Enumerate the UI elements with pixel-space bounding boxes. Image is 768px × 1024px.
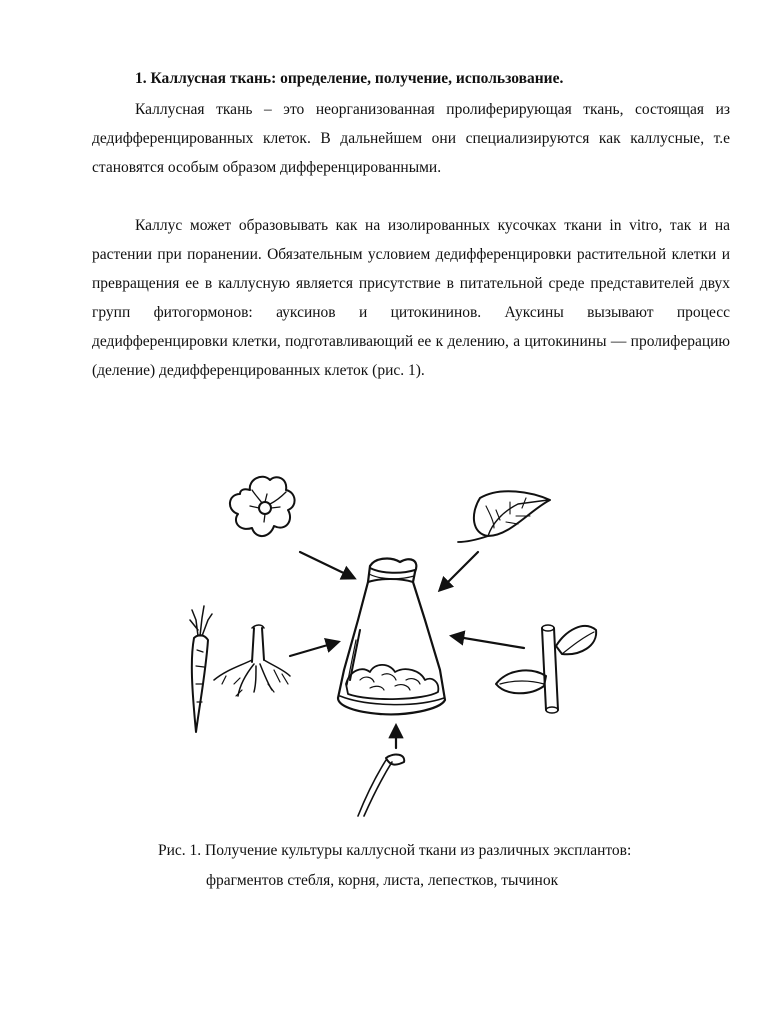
flask-illustration (338, 559, 445, 715)
paragraph-2: Каллус может образовывать как на изолированных кусочках ткани in vitro, так и на растении при поранении. Обязательным условием дедифференцировки растительной клетки и превращения ее в каллусную является присутствие в питательной среде представителей двух групп фитогормонов: ауксинов и цитокининов. Ауксины вызывают процесс дедифференцировки клетки, подготавливающий ее к делению, а цитокинины — пролиферацию (деление) дедифференцированных клеток (рис. 1). (92, 217, 730, 379)
flower-illustration (230, 477, 295, 536)
stem-illustration (496, 625, 596, 713)
paragraph-1: Каллусная ткань – это неорганизованная пролиферирующая ткань, состоящая из дедифференцированных клеток. В дальнейшем они специализируются как каллусные, т.е становятся особым образом дифференцированными. (92, 101, 730, 176)
figure-callus-culture (170, 470, 620, 830)
figure-caption-line-2: фрагментов стебля, корня, листа, лепестков, тычинок (206, 872, 559, 889)
figure-caption-line-1: Рис. 1. Получение культуры каллусной ткани из различных эксплантов: (158, 842, 632, 859)
stamen-illustration (358, 755, 404, 816)
root-illustration (214, 625, 290, 696)
leaf-illustration (458, 491, 550, 542)
carrot-illustration (190, 606, 212, 732)
section-heading: 1. Каллусная ткань: определение, получение, использование. (135, 70, 564, 87)
